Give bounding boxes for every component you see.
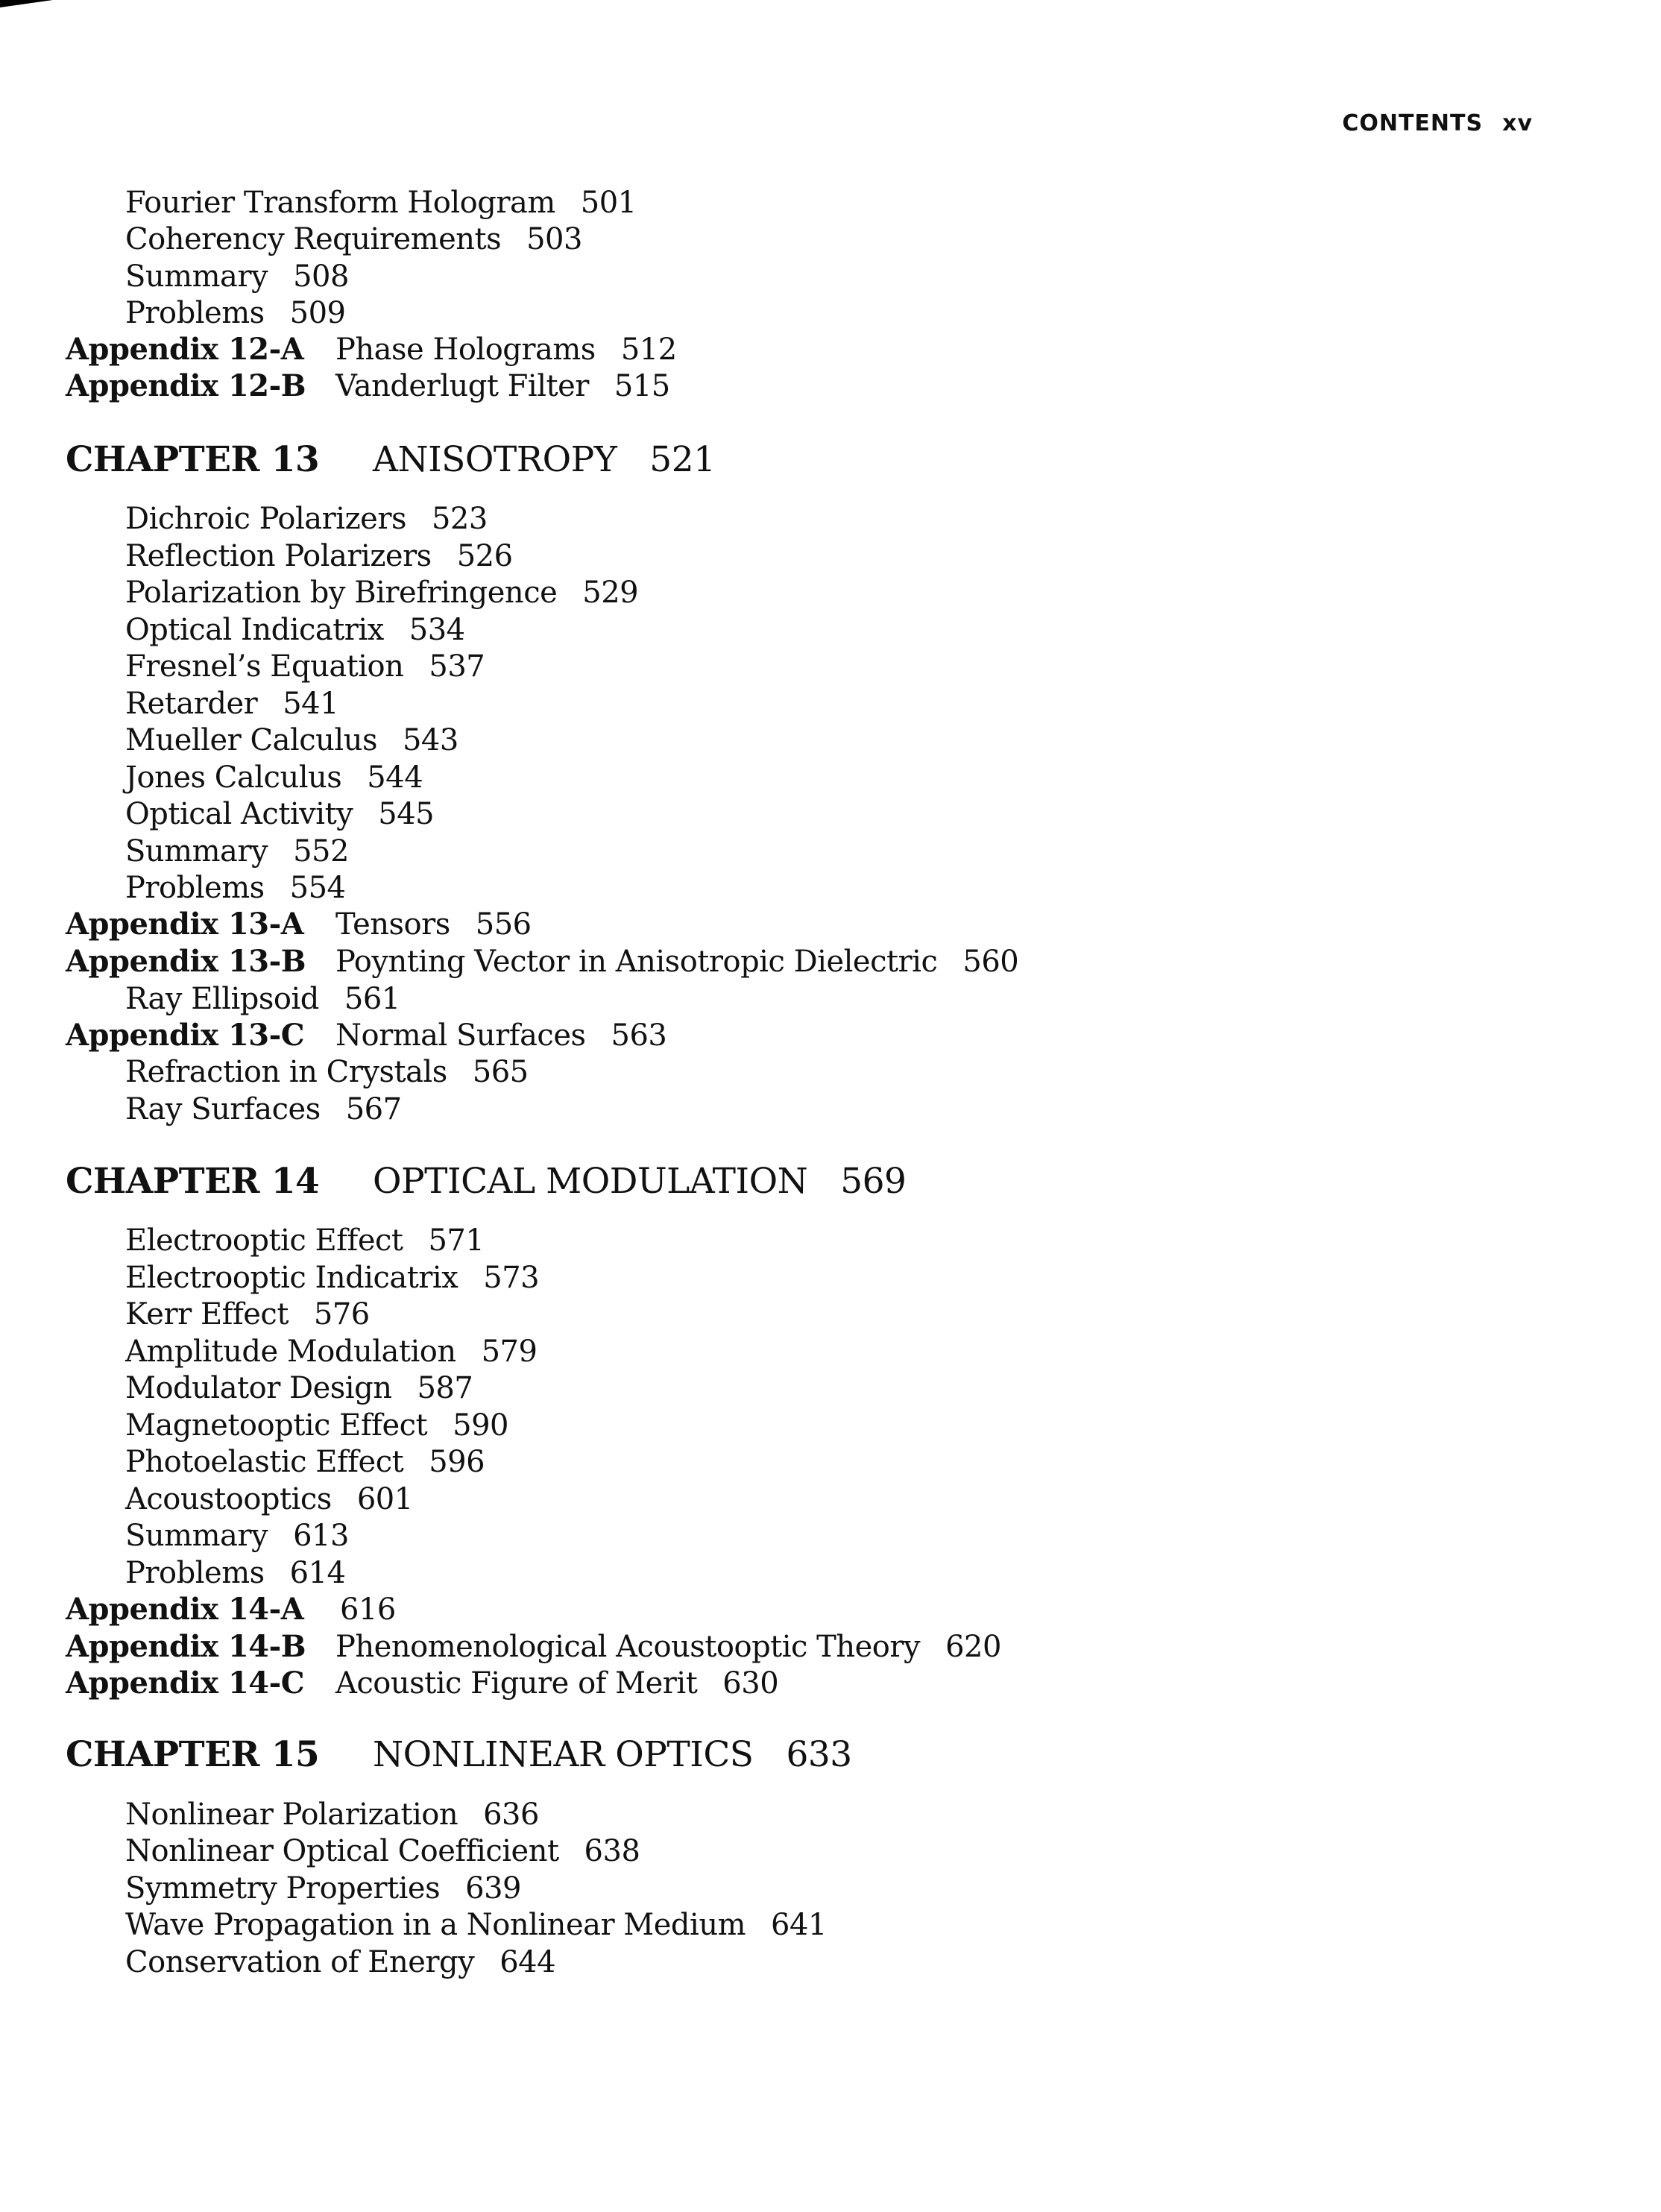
page-number: 541 bbox=[283, 687, 339, 721]
entry-title: Optical Indicatrix bbox=[125, 613, 384, 647]
page-number: 561 bbox=[344, 982, 400, 1016]
entry-title: Coherency Requirements bbox=[125, 222, 502, 256]
entry-title: Mueller Calculus bbox=[125, 723, 377, 757]
section-entry bbox=[125, 1833, 640, 1869]
scan-corner-mark bbox=[0, 0, 52, 7]
chapter-heading bbox=[66, 1161, 906, 1203]
appendix-entry bbox=[66, 1592, 396, 1628]
section-entry bbox=[125, 221, 582, 257]
page-number: 508 bbox=[293, 259, 349, 294]
page-number: 552 bbox=[293, 834, 349, 869]
entry-title: Nonlinear Optical Coefficient bbox=[125, 1834, 559, 1868]
entry-title: Conservation of Energy bbox=[125, 1945, 475, 1979]
entry-title: Acoustooptics bbox=[125, 1482, 332, 1516]
section-entry bbox=[125, 1054, 529, 1090]
running-head-page-number: xv bbox=[1502, 110, 1533, 136]
section-entry bbox=[125, 649, 485, 684]
appendix-label: Appendix 13-C bbox=[66, 1018, 305, 1053]
chapter-heading bbox=[66, 1734, 852, 1776]
entry-title: Kerr Effect bbox=[125, 1297, 289, 1332]
page-number: 633 bbox=[786, 1734, 852, 1775]
section-entry bbox=[125, 295, 346, 331]
page-number: 573 bbox=[483, 1261, 540, 1295]
entry-title: Tensors bbox=[335, 907, 450, 942]
page-number: 596 bbox=[429, 1445, 485, 1479]
page-number: 636 bbox=[483, 1797, 539, 1832]
section-entry bbox=[125, 1260, 539, 1296]
section-entry bbox=[125, 1907, 827, 1943]
appendix-label: Appendix 13-B bbox=[66, 944, 306, 979]
entry-title: Phenomenological Acoustooptic Theory bbox=[335, 1630, 921, 1664]
entry-title: Polarization by Birefringence bbox=[125, 576, 558, 610]
appendix-label: Appendix 12-B bbox=[66, 368, 306, 403]
section-entry bbox=[125, 1408, 508, 1443]
running-head bbox=[1342, 110, 1533, 136]
appendix-entry bbox=[66, 1629, 1001, 1665]
chapter-heading bbox=[66, 439, 716, 481]
entry-title: Jones Calculus bbox=[125, 760, 342, 795]
entry-title: Optical Activity bbox=[125, 797, 353, 831]
appendix-entry bbox=[66, 944, 1018, 980]
page-number: 567 bbox=[345, 1092, 402, 1127]
appendix-label: Appendix 14-A bbox=[66, 1592, 304, 1627]
section-entry bbox=[125, 1334, 537, 1370]
page-number: 641 bbox=[771, 1908, 827, 1942]
page-number: 614 bbox=[289, 1556, 346, 1590]
section-entry bbox=[125, 185, 637, 221]
entry-title: NONLINEAR OPTICS bbox=[373, 1734, 754, 1775]
page-number: 616 bbox=[340, 1592, 396, 1627]
section-entry bbox=[125, 870, 346, 906]
page-number: 529 bbox=[582, 576, 639, 610]
section-entry bbox=[125, 686, 338, 722]
entry-title: Fourier Transform Hologram bbox=[125, 186, 555, 220]
appendix-label: Appendix 12-A bbox=[66, 332, 304, 367]
page-number: 545 bbox=[378, 797, 435, 831]
page-number: 537 bbox=[429, 649, 485, 684]
entry-title: Electrooptic Indicatrix bbox=[125, 1261, 458, 1295]
page-number: 587 bbox=[417, 1371, 473, 1405]
section-entry bbox=[125, 1296, 370, 1332]
page-number: 544 bbox=[367, 760, 423, 795]
section-entry bbox=[125, 722, 458, 758]
appendix-entry bbox=[66, 1018, 666, 1053]
entry-title: Refraction in Crystals bbox=[125, 1055, 447, 1089]
page-number: 638 bbox=[584, 1834, 640, 1868]
entry-title: Acoustic Figure of Merit bbox=[335, 1666, 698, 1701]
entry-title: Normal Surfaces bbox=[335, 1018, 586, 1053]
section-entry bbox=[125, 981, 400, 1017]
section-entry bbox=[125, 1481, 413, 1517]
page-number: 521 bbox=[649, 439, 716, 480]
appendix-entry bbox=[66, 1666, 778, 1701]
page-number: 509 bbox=[289, 296, 346, 330]
section-entry bbox=[125, 760, 423, 795]
page-number: 515 bbox=[614, 369, 670, 403]
page-number: 576 bbox=[313, 1297, 370, 1332]
page-number: 563 bbox=[611, 1018, 667, 1053]
entry-title: Vanderlugt Filter bbox=[335, 369, 589, 403]
page-number: 565 bbox=[472, 1055, 529, 1089]
entry-title: Summary bbox=[125, 1519, 268, 1553]
entry-title: Wave Propagation in a Nonlinear Medium bbox=[125, 1908, 746, 1942]
page-number: 579 bbox=[481, 1335, 538, 1369]
page-number: 526 bbox=[456, 539, 513, 573]
section-entry bbox=[125, 1518, 349, 1554]
entry-title: Ray Ellipsoid bbox=[125, 982, 319, 1016]
appendix-label: Appendix 13-A bbox=[66, 907, 304, 942]
entry-title: OPTICAL MODULATION bbox=[373, 1161, 808, 1202]
section-entry bbox=[125, 1091, 402, 1127]
section-entry bbox=[125, 612, 465, 648]
page-number: 512 bbox=[620, 333, 677, 367]
section-entry bbox=[125, 1370, 473, 1406]
page-number: 644 bbox=[499, 1945, 556, 1979]
page-number: 639 bbox=[465, 1871, 521, 1906]
entry-title: Magnetooptic Effect bbox=[125, 1408, 428, 1443]
appendix-label: Appendix 14-B bbox=[66, 1629, 306, 1664]
section-entry bbox=[125, 834, 349, 869]
section-entry bbox=[125, 575, 638, 611]
entry-title: Symmetry Properties bbox=[125, 1871, 441, 1906]
section-entry bbox=[125, 1797, 539, 1833]
page-number: 613 bbox=[293, 1519, 349, 1553]
chapter-label: CHAPTER 14 bbox=[66, 1161, 320, 1202]
section-entry bbox=[125, 1555, 346, 1591]
section-entry bbox=[125, 259, 349, 294]
page-number: 501 bbox=[580, 186, 637, 220]
section-entry bbox=[125, 1223, 484, 1258]
entry-title: Problems bbox=[125, 871, 265, 905]
entry-title: Fresnel’s Equation bbox=[125, 649, 404, 684]
entry-title: Nonlinear Polarization bbox=[125, 1797, 458, 1832]
page-number: 534 bbox=[409, 613, 465, 647]
entry-title: Reflection Polarizers bbox=[125, 539, 432, 573]
section-entry bbox=[125, 1871, 521, 1906]
entry-title: Phase Holograms bbox=[335, 333, 596, 367]
entry-title: Summary bbox=[125, 834, 268, 869]
page-number: 620 bbox=[945, 1630, 1001, 1664]
entry-title: Dichroic Polarizers bbox=[125, 502, 406, 536]
entry-title: Problems bbox=[125, 1556, 265, 1590]
entry-title: Ray Surfaces bbox=[125, 1092, 321, 1127]
page-number: 543 bbox=[402, 723, 458, 757]
page-number: 590 bbox=[453, 1408, 508, 1443]
appendix-entry bbox=[66, 332, 677, 368]
entry-title: Photoelastic Effect bbox=[125, 1445, 404, 1479]
entry-title: Retarder bbox=[125, 687, 258, 721]
section-entry bbox=[125, 1944, 555, 1980]
page-number: 569 bbox=[840, 1161, 907, 1202]
page-number: 601 bbox=[356, 1482, 413, 1516]
appendix-entry bbox=[66, 368, 670, 404]
section-entry bbox=[125, 538, 513, 574]
entry-title: Electrooptic Effect bbox=[125, 1223, 403, 1258]
entry-title: Problems bbox=[125, 296, 265, 330]
page-number: 554 bbox=[289, 871, 346, 905]
entry-title: Modulator Design bbox=[125, 1371, 392, 1405]
page-number: 503 bbox=[526, 222, 582, 256]
page-number: 556 bbox=[475, 907, 532, 942]
entry-title: Summary bbox=[125, 259, 268, 294]
page-number: 523 bbox=[431, 502, 488, 536]
appendix-entry bbox=[66, 907, 532, 942]
entry-title: Amplitude Modulation bbox=[125, 1335, 456, 1369]
running-head-section: CONTENTS bbox=[1342, 110, 1484, 136]
page-number: 630 bbox=[722, 1666, 779, 1701]
entry-title: ANISOTROPY bbox=[373, 439, 617, 480]
entry-title: Poynting Vector in Anisotropic Dielectric bbox=[335, 945, 938, 979]
chapter-label: CHAPTER 13 bbox=[66, 439, 320, 480]
page-number: 560 bbox=[962, 945, 1019, 979]
appendix-label: Appendix 14-C bbox=[66, 1666, 305, 1701]
section-entry bbox=[125, 501, 488, 537]
chapter-label: CHAPTER 15 bbox=[66, 1734, 320, 1775]
section-entry bbox=[125, 796, 434, 832]
section-entry bbox=[125, 1444, 485, 1480]
page-number: 571 bbox=[428, 1223, 485, 1258]
